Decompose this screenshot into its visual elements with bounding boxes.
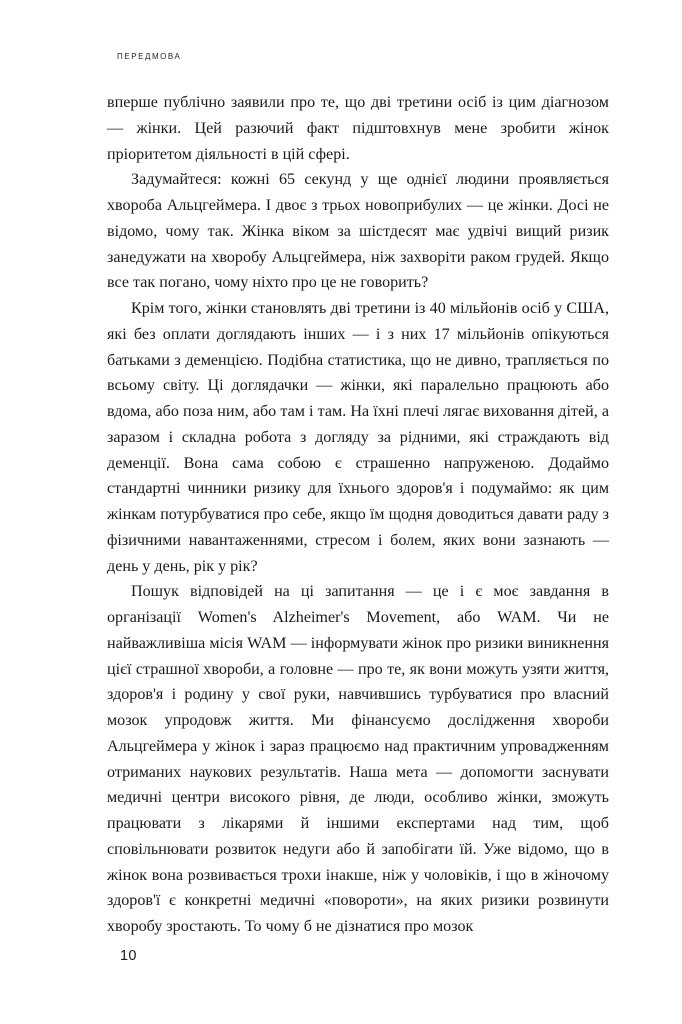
body-text-block <box>107 90 609 940</box>
paragraph: Крім того, жінки становлять дві третини із 40 мільйонів осіб у США, які без оплати доглядають інших — і з них 17 мільйонів опікуються батьками з деменцією. Подібна статистика, що не дивно, трапляється по всьому світу. Ці доглядачки — жінки, які паралельно працюють або вдома, або поза ним, або там і там. На їхні плечі лягає виховання дітей, а заразом і складна робота з догляду за рідними, які страждають від деменції. Вона сама собою є страшенно напруженою. Додаймо стандартні чинники ризику для їхнього здоров'я і подумаймо: як цим жінкам потурбуватися про себе, якщо їм щодня доводиться давати раду з фізичними навантаженнями, стресом і болем, яких вони зазнають — день у день, рік у рік? <box>107 300 609 575</box>
running-head: передмова <box>117 50 182 62</box>
paragraph: вперше публічно заявили про те, що дві третини осіб із цим діагнозом — жінки. Цей разючий факт підштовхнув мене зробити жінок пріоритетом діяльності в цій сфері. <box>107 94 609 163</box>
paragraph: Пошук відповідей на ці запитання — це і є моє завдання в організації Women's Alzheimer's Movement, або WAM. Чи не найважливіша місія WAM — інформувати жінок про ризики виникнення цієї страшної хвороби, а головне — про те, як вони можуть узяти життя, здоров'я і родину у свої руки, навчившись турбуватися про власний мозок упродовж життя. Ми фінансуємо дослідження хвороби Альцгеймера у жінок і зараз працюємо над практичним упровадженням отриманих наукових результатів. Наша мета — допомогти заснувати медичні центри високого рівня, де люди, особливо жінки, зможуть працювати з лікарями й іншими експертами над тим, щоб сповільнювати розвиток недуги або й запобігати їй. Уже відомо, що в жінок вона розвивається трохи інакше, ніж у чоловіків, і що в жіночому здоров'ї є конкретні медичні «повороти», на яких ризики розвинути хворобу зростають. То чому б не дізнатися про мозок <box>107 583 609 935</box>
paragraph: Задумайтеся: кожні 65 секунд у ще однієї людини проявляється хвороба Альцгеймера. І двоє з трьох новоприбулих — це жінки. Досі не відомо, чому так. Жінка віком за шістдесят має удвічі вищий ризик занедужати на хворобу Альцгеймера, ніж захворіти раком грудей. Якщо все так погано, чому ніхто про це не говорить? <box>107 171 609 292</box>
page-number: 10 <box>120 948 137 964</box>
